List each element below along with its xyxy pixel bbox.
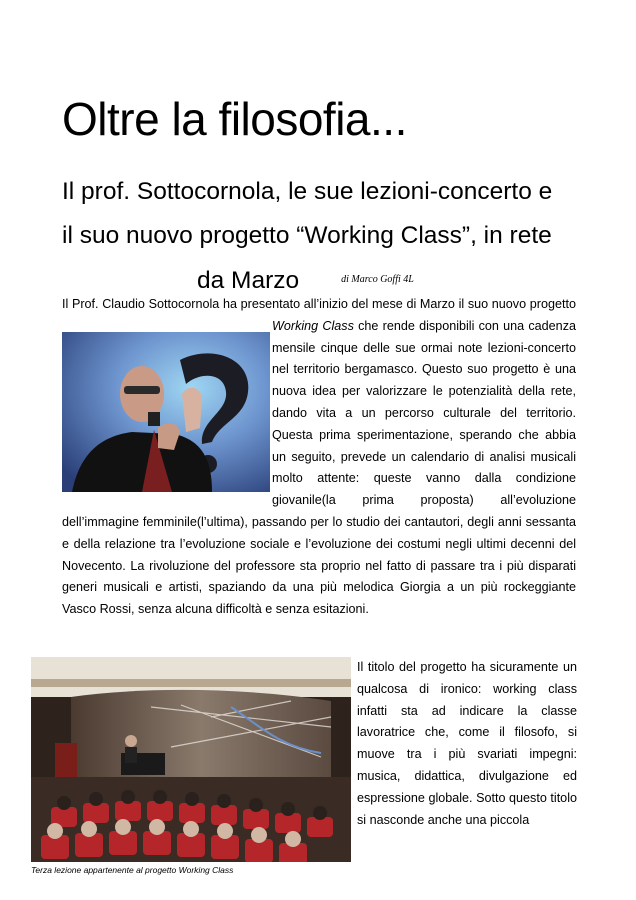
photo-lecture-hall [31, 657, 351, 862]
paragraph-1-first-line: Il Prof. Claudio Sottocornola ha presentato all’inizio del mese di Marzo il suo nuovo [62, 297, 530, 311]
photo-professor-image [62, 332, 270, 492]
paragraph-2-container [357, 657, 577, 831]
paragraph-1-side: progetto [529, 297, 576, 311]
byline: di Marco Goffi 4L [341, 274, 414, 285]
photo-professor [62, 332, 270, 492]
subtitle-line-1: Il prof. Sottocornola, le sue lezioni-concerto e [62, 178, 553, 205]
article-title: Oltre la filosofia... [62, 93, 407, 145]
paragraph-2: Il titolo del progetto ha sicuramente un qualcosa di ironico: working class infatti sta ad indicare la classe lavoratrice che, come il filosofo, si muove tra i più svariati impegni: musica, didattica, divulgazione ed espressione globale. Sotto questo titolo si nasconde anche una piccola [357, 660, 577, 827]
paragraph-1-rest: che rende disponibili con una cadenza mensile cinque delle sue ormai note lezioni-concerto nel territorio bergamasco. Questo suo progetto è una nuova idea per valorizzare le potenzialità della rete, dando vita a un percorso culturale del territorio. Questa prima sperimentazione, sperando che abbia un seguito, prevede un calendario di analisi musicali molto attente: queste vanno dalla condizione giovanile(la prima proposta) all’evoluzione dell’immagine femminile(l’ultima), passando per lo studio dei cantautori, degli anni sessanta e della relazione tra l’evoluzione sociale e l’evoluzione dei costumi negli ultimi decenni del Novecento. La rivoluzione del professore sta proprio nel fatto di passare tra i più disparati generi musicali e artisti, spaziando da una più melodica Giorgia a un più rockeggiante Vasco Rossi, senza alcuna difficoltà e senza esitazioni. [62, 318, 576, 617]
subtitle-line-2: il suo nuovo progetto “Working Class”, in rete [62, 222, 552, 249]
article-subtitle [62, 170, 582, 303]
photo-lecture-hall-image [31, 657, 351, 862]
photo-caption: Terza lezione appartenente al progetto Working Class [31, 865, 234, 875]
project-name-italic: Working Class [272, 318, 354, 333]
subtitle-line-3-text: da Marzo [197, 267, 300, 294]
